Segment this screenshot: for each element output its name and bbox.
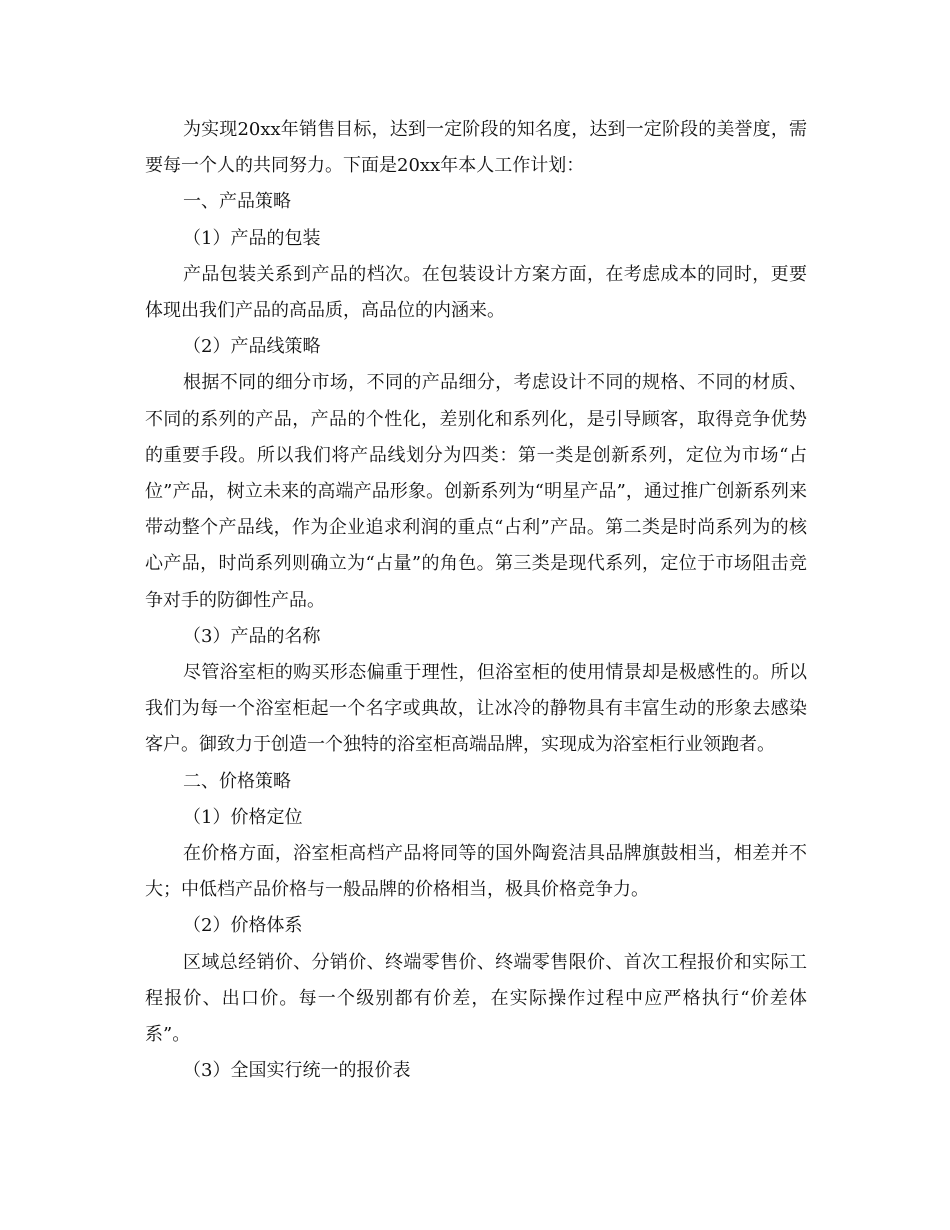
paragraph-packaging: 产品包装关系到产品的档次。在包装设计方案方面，在考虑成本的同时，更要体现出我们产品的高品质，高品位的内涵来。 bbox=[145, 263, 807, 322]
subheading-product-line: （2）产品线策略 bbox=[183, 336, 321, 358]
paragraph-price-system: 区域总经销价、分销价、终端零售价、终端零售限价、首次工程报价和实际工程报价、出口价。每一个级别都有价差，在实际操作过程中应严格执行“价差体系”。 bbox=[145, 951, 807, 1046]
paragraph-product-line: 根据不同的细分市场，不同的产品细分，考虑设计不同的规格、不同的材质、不同的系列的产品，产品的个性化，差别化和系列化，是引导顾客，取得竞争优势的重要手段。所以我们将产品线划分为四类：第一类是创新系列，定位为市场“占位”产品，树立未来的高端产品形象。创新系列为“明星产品”，通过推广创新系列来带动整个产品线，作为企业追求利润的重点“占利”产品。第二类是时尚系列为的核心产品，时尚系列则确立为“占量”的角色。第三类是现代系列，定位于市场阻击竞争对手的防御性产品。 bbox=[145, 372, 807, 611]
section-heading-price-strategy: 二、价格策略 bbox=[183, 770, 291, 792]
subheading-packaging: （1）产品的包装 bbox=[183, 227, 321, 249]
intro-paragraph: 为实现20xx年销售目标，达到一定阶段的知名度，达到一定阶段的美誉度，需要每一个人的共同努力。下面是20xx年本人工作计划： bbox=[145, 119, 807, 177]
subheading-price-system: （2）价格体系 bbox=[183, 915, 303, 937]
document-body bbox=[145, 112, 807, 1089]
paragraph-price-positioning: 在价格方面，浴室柜高档产品将同等的国外陶瓷洁具品牌旗鼓相当，相差并不大；中低档产品价格与一般品牌的价格相当，极具价格竞争力。 bbox=[145, 843, 807, 901]
subheading-price-positioning: （1）价格定位 bbox=[183, 806, 303, 828]
subheading-unified-price-list: （3）全国实行统一的报价表 bbox=[183, 1060, 411, 1082]
paragraph-product-name: 尽管浴室柜的购买形态偏重于理性，但浴室柜的使用情景却是极感性的。所以我们为每一个浴室柜起一个名字或典故，让冰冷的静物具有丰富生动的形象去感染客户。御致力于创造一个独特的浴室柜高端品牌，实现成为浴室柜行业领跑者。 bbox=[145, 662, 807, 756]
subheading-product-name: （3）产品的名称 bbox=[183, 625, 321, 647]
section-heading-product-strategy: 一、产品策略 bbox=[183, 191, 291, 213]
